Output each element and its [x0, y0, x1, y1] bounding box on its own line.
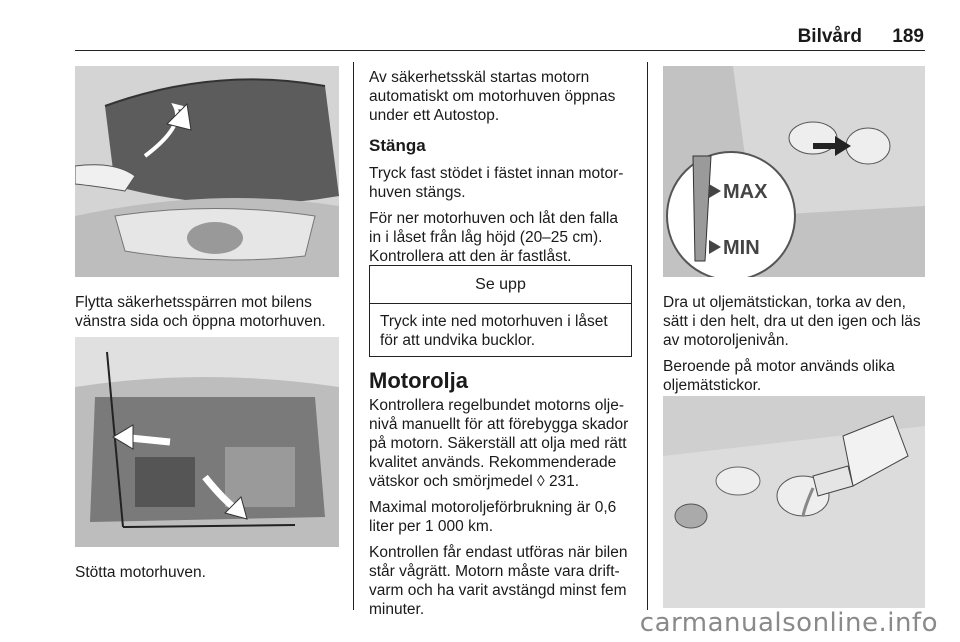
close-paragraph-2: För ner motorhuven och låt den falla in i låset från låg höjd (20–25 cm). Kontrollera att den är fastlåst. [369, 210, 618, 265]
oil-paragraph-2: Maximal motoroljeförbrukning är 0,6 liter per 1 000 km. [369, 499, 617, 535]
figure-hood-release [75, 66, 339, 277]
dipstick-caption-1: Dra ut oljemätstickan, torka av den, sätt i den helt, dra ut den igen och läs av motoroljenivån. [663, 294, 921, 349]
page-number: 189 [892, 26, 924, 47]
close-paragraph-1: Tryck fast stödet i fästet innan motor-huven stängs. [369, 165, 624, 201]
heading-engine-oil: Motorolja [369, 368, 468, 393]
warning-title: Se upp [370, 266, 631, 304]
oil-paragraph-1: Kontrollera regelbundet motorns olje-nivå manuellt för att förebygga skador på motorn. Säkerställ att olja med rätt kvalitet används. Rekommenderade vätskor och smörjmedel ◊ 231. [369, 397, 629, 490]
dipstick-min-label: MIN [723, 237, 760, 259]
figure-dipstick [663, 66, 925, 277]
oil-paragraph-3: Kontrollen får endast utföras när bilen står vågrätt. Motorn måste vara drift-varm och ha varit avstängd minst fem minuter. [369, 544, 628, 618]
warning-box [369, 265, 632, 357]
column-divider-left [353, 62, 354, 610]
dipstick-caption-2: Beroende på motor används olika oljemätstickor. [663, 358, 895, 394]
dipstick-max-label: MAX [723, 181, 768, 203]
engine-oil-text [369, 396, 634, 626]
header-rule [75, 50, 925, 51]
column-divider-right [647, 62, 648, 610]
dipstick-text [663, 293, 928, 402]
intro-paragraph: Av säkerhetsskäl startas motorn automatiskt om motorhuven öppnas under ett Autostop. [369, 69, 616, 124]
watermark: carmanualsonline.info [639, 608, 938, 638]
close-instructions [369, 164, 634, 273]
heading-close: Stänga [369, 136, 426, 155]
warning-text: Tryck inte ned motorhuven i låset för att undvika bucklor. [380, 313, 608, 349]
figure-hood-support [75, 337, 339, 547]
figure-oil-fill [663, 396, 925, 608]
caption-hood-release: Flytta säkerhetsspärren mot bilens vänstra sida och öppna motorhuven. [75, 294, 326, 330]
caption-hood-support: Stötta motorhuven. [75, 564, 206, 581]
section-title: Bilvård [797, 26, 862, 47]
